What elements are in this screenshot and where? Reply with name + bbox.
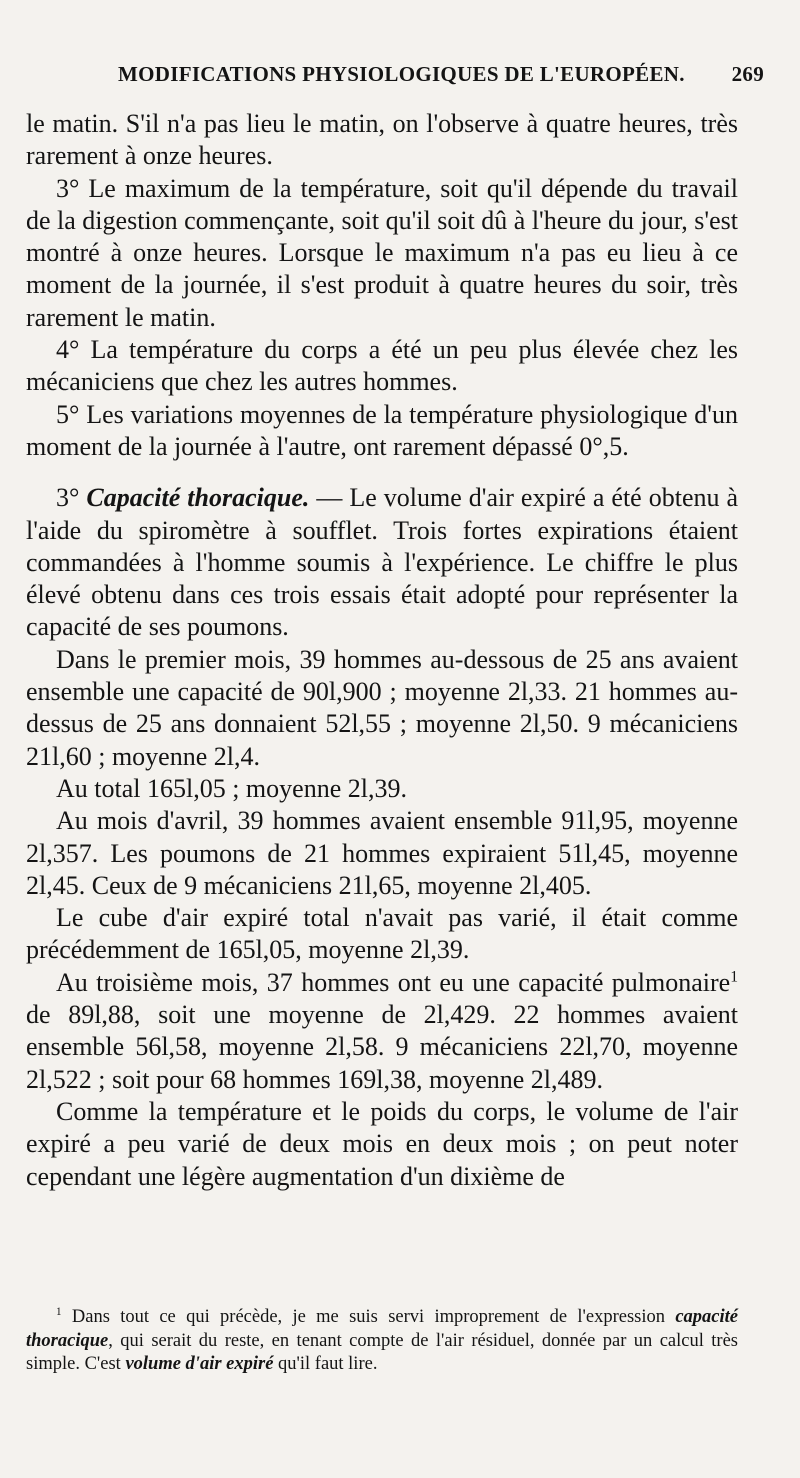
section-number: 3° bbox=[56, 483, 80, 513]
running-title: MODIFICATIONS PHYSIOLOGIQUES DE L'EUROPÉEN. bbox=[118, 62, 685, 86]
footnote-term: capacité thoracique bbox=[26, 1307, 738, 1351]
paragraph: Au mois d'avril, 39 hommes avaient ensemble 91l,95, moyenne 2l,357. Les poumons de 21 hommes expiraient 51l,45, moyenne 2l,45. Ceux de 9 mécaniciens 21l,65, moyenne 2l,405. bbox=[26, 806, 738, 900]
section-heading: Capacité thoracique. bbox=[86, 483, 310, 513]
paragraph: 3° Le maximum de la température, soit qu'il dépende du travail de la digestion commençante, soit qu'il soit dû à l'heure du jour, s'est montré à onze heures. Lorsque le maximum n'a pas eu lieu à ce moment de la journée, il s'est produit à quatre heures du soir, très rarement le matin. bbox=[26, 173, 738, 332]
paragraph: le matin. S'il n'a pas lieu le matin, on l'observe à quatre heures, très rarement à onze heures. bbox=[26, 109, 738, 171]
section-paragraph bbox=[26, 482, 738, 643]
section-text: — Le volume d'air expiré a été obtenu à l'aide du spiromètre à soufflet. Trois fortes expirations étaient commandées à l'homme soumis à l'expérience. Le chiffre le plus élevé obtenu dans ces trois essais était adopté pour représenter la capacité de ses poumons. bbox=[26, 483, 739, 642]
footnote-segment: qu'il faut lire. bbox=[273, 1354, 378, 1374]
footnote-text bbox=[26, 1306, 738, 1377]
footnote-segment: , qui serait du reste, en tenant compte de l'air résiduel, donnée par un calcul très simple. C'est bbox=[26, 1330, 738, 1374]
running-header bbox=[118, 62, 764, 102]
paragraph-text: de 89l,88, soit une moyenne de 2l,429. 22 hommes avaient ensemble 56l,58, moyenne 2l,58. 9 mécaniciens 22l,70, moyenne 2l,522 ; soit pour 68 hommes 169l,38, moyenne 2l,489. bbox=[26, 1000, 738, 1094]
page-number: 269 bbox=[731, 62, 764, 86]
footnote-mark: 1 bbox=[56, 1305, 62, 1318]
paragraph: 5° Les variations moyennes de la température physiologique d'un moment de la journée à l'autre, ont rarement dépassé 0°,5. bbox=[26, 399, 738, 461]
paragraph: Comme la température et le poids du corps, le volume de l'air expiré a peu varié de deux mois en deux mois ; on peut noter cependant une légère augmentation d'un dixième de bbox=[26, 1096, 738, 1191]
footnote-reference: 1 bbox=[730, 968, 738, 986]
paragraph: Le cube d'air expiré total n'avait pas varié, il était comme précédemment de 165l,05, moyenne 2l,39. bbox=[26, 903, 738, 965]
footnote-segment: Dans tout ce qui précède, je me suis servi improprement de l'expression bbox=[61, 1307, 676, 1327]
paragraph: 4° La température du corps a été un peu plus élevée chez les mécaniciens que chez les autres hommes. bbox=[26, 335, 738, 397]
main-text bbox=[26, 108, 738, 1193]
paragraph: Au total 165l,05 ; moyenne 2l,39. bbox=[56, 773, 407, 803]
paragraph-text: Au troisième mois, 37 hommes ont eu une capacité pulmonaire bbox=[56, 967, 731, 997]
footnote bbox=[26, 1306, 738, 1377]
paragraph bbox=[26, 967, 738, 1096]
footnote-term: volume d'air expiré bbox=[125, 1354, 274, 1374]
paragraph: Dans le premier mois, 39 hommes au-dessous de 25 ans avaient ensemble une capacité de 90l,900 ; moyenne 2l,33. 21 hommes au-dessus de 25 ans donnaient 52l,55 ; moyenne 2l,50. 9 mécaniciens 21l,60 ; moyenne 2l,4. bbox=[26, 644, 738, 771]
